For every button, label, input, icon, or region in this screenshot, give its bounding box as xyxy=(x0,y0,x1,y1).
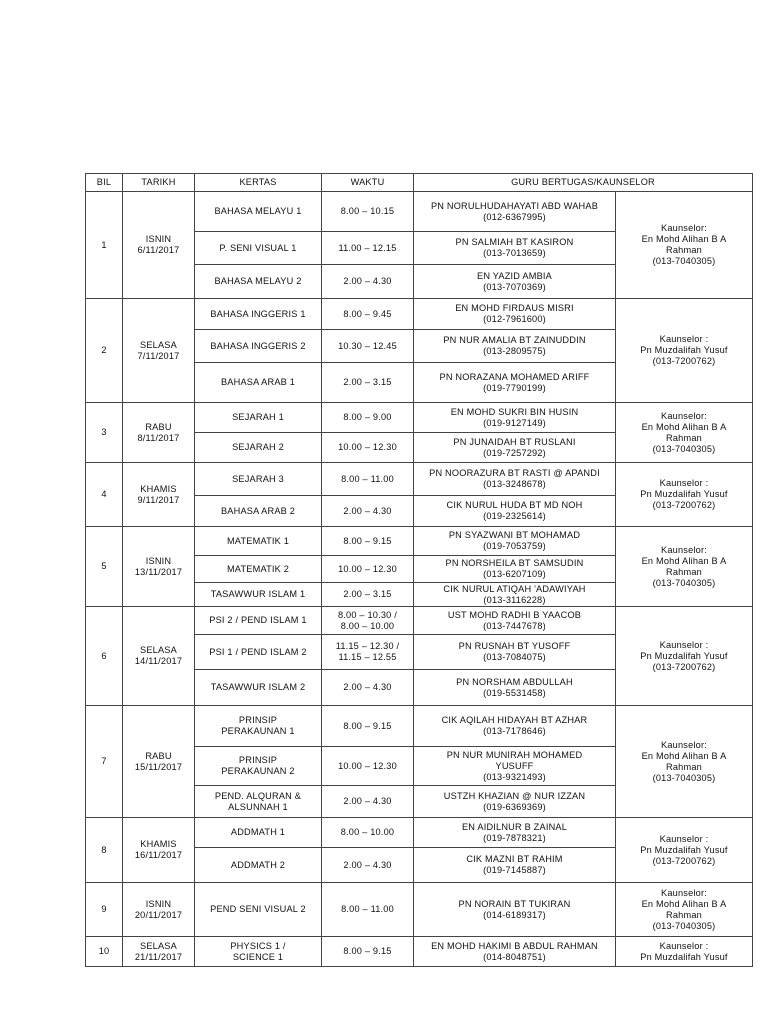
cell-bil: 10 xyxy=(86,937,123,967)
cell-kaunselor xyxy=(616,403,753,463)
time-text: 8.00 – 10.15 xyxy=(340,206,395,216)
teacher-text: (019-9127149) xyxy=(483,417,546,428)
teacher-text: PN NORULHUDAHAYATI ABD WAHAB xyxy=(430,200,599,211)
cell-tarikh xyxy=(123,403,195,463)
cell-kertas xyxy=(195,496,322,527)
cell-kaunselor xyxy=(616,706,753,818)
teacher-text: (013-6207109) xyxy=(483,569,546,579)
counselor-text: (013-7040305) xyxy=(652,256,716,266)
counselor-text: (013-7040305) xyxy=(652,577,716,588)
cell-kaunselor xyxy=(616,299,753,403)
teacher-text: (013-7178646) xyxy=(483,726,546,736)
cell-waktu xyxy=(322,556,414,583)
teacher-text: (019-7790199) xyxy=(483,382,546,393)
time-text: 8.00 – 9.00 xyxy=(343,412,392,422)
cell-tarikh xyxy=(123,883,195,937)
cell-guru xyxy=(414,786,616,818)
paper-name: PRINSIP xyxy=(238,715,278,725)
table-row xyxy=(86,607,753,635)
teacher-text: (014-8048751) xyxy=(483,951,546,962)
cell-tarikh xyxy=(123,607,195,706)
cell-waktu xyxy=(322,583,414,607)
day-name: ISNIN xyxy=(145,234,172,244)
paper-name: PHYSICS 1 / xyxy=(230,940,286,951)
cell-kertas xyxy=(195,192,322,232)
cell-waktu xyxy=(322,635,414,670)
paper-name: BAHASA INGGERIS 2 xyxy=(210,340,306,351)
cell-guru xyxy=(414,747,616,786)
counselor-text: En Mohd Alihan B A xyxy=(641,234,727,244)
teacher-text: (019-2325614) xyxy=(483,511,546,521)
teacher-text: (013-2809575) xyxy=(483,346,546,356)
cell-guru xyxy=(414,670,616,706)
time-text: 2.00 – 4.30 xyxy=(343,682,392,692)
counselor-text: Pn Muzdalifah Yusuf xyxy=(640,345,728,355)
time-text: 2.00 – 4.30 xyxy=(343,859,392,870)
table-row xyxy=(86,937,753,967)
cell-guru xyxy=(414,363,616,403)
time-text: 8.00 – 10.00 xyxy=(340,827,395,837)
teacher-text: PN NORSHAM ABDULLAH xyxy=(456,676,573,687)
cell-kaunselor xyxy=(616,607,753,706)
teacher-text: PN NOORAZURA BT RASTI @ APANDI xyxy=(429,468,600,478)
cell-waktu xyxy=(322,363,414,403)
counselor-text: Rahman xyxy=(666,566,702,577)
counselor-text: Rahman xyxy=(666,761,702,772)
time-text: 2.00 – 3.15 xyxy=(343,589,392,599)
counselor-text: Kaunselor: xyxy=(661,739,707,750)
cell-waktu xyxy=(322,670,414,706)
cell-guru xyxy=(414,232,616,265)
time-text: 10.00 – 12.30 xyxy=(338,760,397,771)
paper-name: BAHASA MELAYU 1 xyxy=(214,206,302,216)
time-text: 2.00 – 3.15 xyxy=(343,377,392,387)
cell-kertas xyxy=(195,670,322,706)
time-text: 11.00 – 12.15 xyxy=(338,242,397,253)
day-name: ISNIN xyxy=(145,555,172,566)
teacher-text: EN MOHD SUKRI BIN HUSIN xyxy=(450,406,579,417)
time-text: 10.00 – 12.30 xyxy=(338,442,397,452)
paper-name: TASAWWUR ISLAM 2 xyxy=(210,682,306,692)
cell-guru xyxy=(414,607,616,635)
cell-waktu xyxy=(322,330,414,363)
paper-name: MATEMATIK 1 xyxy=(226,535,290,546)
cell-kaunselor xyxy=(616,883,753,937)
cell-tarikh xyxy=(123,818,195,883)
day-name: KHAMIS xyxy=(140,839,177,849)
cell-kaunselor xyxy=(616,937,753,967)
cell-kaunselor xyxy=(616,192,753,299)
date-text: 7/11/2017 xyxy=(137,350,180,361)
teacher-text: PN NORAZANA MOHAMED ARIFF xyxy=(439,371,590,382)
counselor-text: (013-7200762) xyxy=(652,500,716,510)
cell-kertas xyxy=(195,299,322,330)
paper-name: MATEMATIK 2 xyxy=(226,563,290,574)
cell-bil: 8 xyxy=(86,818,123,883)
counselor-text: Kaunselor : xyxy=(659,334,709,344)
day-name: RABU xyxy=(145,421,172,432)
cell-waktu xyxy=(322,433,414,463)
teacher-text: PN NORSHEILA BT SAMSUDIN xyxy=(445,558,584,568)
table-row xyxy=(86,818,753,848)
counselor-text: En Mohd Alihan B A xyxy=(641,555,727,566)
cell-kertas xyxy=(195,403,322,433)
teacher-text: (019-7145887) xyxy=(483,865,546,875)
day-name: RABU xyxy=(145,750,172,761)
time-text: 2.00 – 4.30 xyxy=(343,276,392,286)
teacher-text: YUSUFF xyxy=(495,760,534,771)
teacher-text: EN YAZID AMBIA xyxy=(477,270,552,281)
cell-waktu xyxy=(322,403,414,433)
teacher-text: USTZH KHAZIAN @ NUR IZZAN xyxy=(443,790,586,801)
paper-name: BAHASA MELAYU 2 xyxy=(214,276,302,286)
day-name: ISNIN xyxy=(145,898,172,909)
cell-bil: 1 xyxy=(86,192,123,299)
cell-kaunselor xyxy=(616,527,753,607)
paper-name: PSI 2 / PEND ISLAM 1 xyxy=(209,615,307,625)
time-text: 8.00 – 9.15 xyxy=(343,946,392,956)
cell-waktu xyxy=(322,299,414,330)
counselor-text: (013-7200762) xyxy=(652,661,716,672)
paper-name: PEND. ALQURAN & xyxy=(214,790,302,801)
cell-guru xyxy=(414,706,616,747)
header-row xyxy=(86,174,753,192)
cell-tarikh xyxy=(123,527,195,607)
teacher-text: (019-7053759) xyxy=(483,541,546,551)
cell-waktu xyxy=(322,883,414,937)
teacher-text: PN NUR MUNIRAH MOHAMED xyxy=(446,749,583,760)
teacher-text: PN RUSNAH BT YUSOFF xyxy=(458,641,571,651)
cell-guru xyxy=(414,556,616,583)
cell-waktu xyxy=(322,937,414,967)
cell-waktu xyxy=(322,232,414,265)
table-row xyxy=(86,192,753,232)
paper-name: BAHASA INGGERIS 1 xyxy=(210,308,306,319)
paper-name: P. SENI VISUAL 1 xyxy=(219,242,297,253)
header-tarikh: TARIKH xyxy=(123,174,195,192)
cell-waktu xyxy=(322,786,414,818)
time-text: 8.00 – 11.00 xyxy=(341,473,394,484)
cell-waktu xyxy=(322,607,414,635)
cell-guru xyxy=(414,463,616,496)
paper-name: PRINSIP xyxy=(238,755,278,765)
counselor-text: Kaunselor : xyxy=(659,478,709,488)
teacher-text: (012-7961600) xyxy=(483,314,546,324)
teacher-text: CIK NURUL HUDA BT MD NOH xyxy=(446,500,583,510)
table-row xyxy=(86,463,753,496)
paper-name: TASAWWUR ISLAM 1 xyxy=(210,589,306,599)
exam-schedule-table xyxy=(85,173,753,967)
paper-name: ADDMATH 2 xyxy=(230,859,286,870)
teacher-text: PN JUNAIDAH BT RUSLANI xyxy=(453,436,576,447)
cell-kertas xyxy=(195,786,322,818)
cell-waktu xyxy=(322,463,414,496)
cell-guru xyxy=(414,433,616,463)
date-text: 15/11/2017 xyxy=(134,761,183,772)
cell-waktu xyxy=(322,496,414,527)
paper-name: PSI 1 / PEND ISLAM 2 xyxy=(209,646,307,657)
date-text: 9/11/2017 xyxy=(137,494,180,505)
cell-kertas xyxy=(195,883,322,937)
cell-kertas xyxy=(195,556,322,583)
cell-bil: 2 xyxy=(86,299,123,403)
date-text: 14/11/2017 xyxy=(134,656,183,666)
paper-name: SEJARAH 1 xyxy=(232,412,284,422)
paper-name: PERAKAUNAN 1 xyxy=(221,726,295,736)
teacher-text: PN NUR AMALIA BT ZAINUDDIN xyxy=(443,335,586,345)
counselor-text: (013-7200762) xyxy=(652,356,716,366)
cell-guru xyxy=(414,330,616,363)
table-row xyxy=(86,403,753,433)
time-text: 11.15 – 12.30 / xyxy=(335,641,400,651)
time-text: 10.30 – 12.45 xyxy=(338,340,397,351)
counselor-text: (013-7040305) xyxy=(652,772,716,783)
time-text: 11.15 – 12.55 xyxy=(338,652,397,662)
cell-kertas xyxy=(195,330,322,363)
time-text: 8.00 – 9.15 xyxy=(343,535,392,546)
day-name: SELASA xyxy=(140,645,177,655)
time-text: 8.00 – 9.15 xyxy=(343,720,392,731)
paper-name: ALSUNNAH 1 xyxy=(228,801,288,812)
cell-waktu xyxy=(322,818,414,848)
cell-waktu xyxy=(322,192,414,232)
cell-kaunselor xyxy=(616,463,753,527)
cell-kertas xyxy=(195,635,322,670)
date-text: 20/11/2017 xyxy=(134,909,183,920)
cell-kertas xyxy=(195,848,322,883)
counselor-text: Pn Muzdalifah Yusuf xyxy=(640,489,728,499)
cell-tarikh xyxy=(123,463,195,527)
table-body xyxy=(86,192,753,967)
teacher-text: (014-6189317) xyxy=(483,909,546,920)
day-name: KHAMIS xyxy=(140,483,177,494)
cell-waktu xyxy=(322,265,414,299)
cell-kertas xyxy=(195,937,322,967)
teacher-text: (019-7257292) xyxy=(483,447,546,458)
counselor-text: Kaunselor : xyxy=(659,940,709,951)
teacher-text: CIK MAZNI BT RAHIM xyxy=(466,854,563,864)
counselor-text: Rahman xyxy=(666,245,702,255)
cell-guru xyxy=(414,403,616,433)
cell-guru xyxy=(414,496,616,527)
header-kertas: KERTAS xyxy=(195,174,322,192)
teacher-text: PN SALMIAH BT KASIRON xyxy=(455,237,574,247)
paper-name: BAHASA ARAB 2 xyxy=(220,505,296,516)
paper-name: ADDMATH 1 xyxy=(230,827,286,837)
cell-bil: 4 xyxy=(86,463,123,527)
cell-kertas xyxy=(195,527,322,556)
paper-name: SEJARAH 2 xyxy=(232,442,284,452)
teacher-text: (019-7878321) xyxy=(483,832,546,843)
teacher-text: CIK NURUL ATIQAH 'ADAWIYAH xyxy=(443,583,586,594)
cell-kertas xyxy=(195,265,322,299)
cell-kertas xyxy=(195,463,322,496)
teacher-text: CIK AQILAH HIDAYAH BT AZHAR xyxy=(441,715,588,725)
cell-bil: 3 xyxy=(86,403,123,463)
cell-guru xyxy=(414,583,616,607)
teacher-text: EN MOHD HAKIMI B ABDUL RAHMAN xyxy=(431,940,598,951)
cell-waktu xyxy=(322,527,414,556)
counselor-text: Pn Muzdalifah Yusuf xyxy=(640,650,728,661)
teacher-text: PN SYAZWANI BT MOHAMAD xyxy=(448,530,581,540)
time-text: 8.00 – 10.00 xyxy=(340,620,395,631)
counselor-text: Pn Muzdalifah Yusuf xyxy=(640,951,728,962)
teacher-text: EN AIDILNUR B ZAINAL xyxy=(461,821,568,832)
header-guru-kaunselor: GURU BERTUGAS/KAUNSELOR xyxy=(414,174,753,192)
cell-guru xyxy=(414,299,616,330)
cell-waktu xyxy=(322,706,414,747)
counselor-text: (013-7200762) xyxy=(652,855,716,866)
cell-kertas xyxy=(195,706,322,747)
teacher-text: EN MOHD FIRDAUS MISRI xyxy=(455,303,574,313)
teacher-text: (013-3248678) xyxy=(483,479,546,489)
counselor-text: En Mohd Alihan B A xyxy=(641,750,727,761)
cell-guru xyxy=(414,265,616,299)
teacher-text: (013-9321493) xyxy=(483,771,546,782)
counselor-text: En Mohd Alihan B A xyxy=(641,421,727,432)
table-row xyxy=(86,706,753,747)
teacher-text: (013-7447678) xyxy=(483,620,546,631)
cell-bil: 9 xyxy=(86,883,123,937)
cell-bil: 5 xyxy=(86,527,123,607)
cell-bil: 6 xyxy=(86,607,123,706)
date-text: 8/11/2017 xyxy=(137,432,180,443)
day-name: SELASA xyxy=(140,339,177,350)
counselor-text: Pn Muzdalifah Yusuf xyxy=(640,844,728,855)
time-text: 8.00 – 10.30 / xyxy=(338,609,397,620)
counselor-text: Kaunselor : xyxy=(659,833,709,844)
cell-kertas xyxy=(195,433,322,463)
time-text: 10.00 – 12.30 xyxy=(338,563,397,574)
paper-name: PEND SENI VISUAL 2 xyxy=(210,904,306,914)
cell-kertas xyxy=(195,583,322,607)
date-text: 6/11/2017 xyxy=(137,245,180,255)
teacher-text: (012-6367995) xyxy=(483,211,546,222)
table-row xyxy=(86,527,753,556)
table-row xyxy=(86,299,753,330)
time-text: 8.00 – 9.45 xyxy=(343,308,392,319)
cell-guru xyxy=(414,937,616,967)
day-name: SELASA xyxy=(140,940,177,951)
counselor-text: Rahman xyxy=(666,909,702,920)
paper-name: PERAKAUNAN 2 xyxy=(221,766,295,776)
cell-guru xyxy=(414,848,616,883)
cell-guru xyxy=(414,192,616,232)
table-row xyxy=(86,883,753,937)
counselor-text: Kaunselor: xyxy=(661,410,707,421)
counselor-text: Rahman xyxy=(666,432,702,443)
teacher-text: PN NORAIN BT TUKIRAN xyxy=(458,898,571,909)
time-text: 2.00 – 4.30 xyxy=(343,505,392,516)
cell-tarikh xyxy=(123,937,195,967)
cell-waktu xyxy=(322,747,414,786)
cell-kertas xyxy=(195,818,322,848)
date-text: 16/11/2017 xyxy=(134,850,183,860)
header-waktu: WAKTU xyxy=(322,174,414,192)
counselor-text: En Mohd Alihan B A xyxy=(641,898,727,909)
time-text: 2.00 – 4.30 xyxy=(343,796,392,806)
counselor-text: Kaunselor: xyxy=(661,887,707,898)
teacher-text: (013-3116228) xyxy=(483,594,546,605)
counselor-text: Kaunselor: xyxy=(661,223,707,233)
paper-name: SEJARAH 3 xyxy=(232,473,284,484)
cell-guru xyxy=(414,883,616,937)
cell-kertas xyxy=(195,607,322,635)
counselor-text: (013-7040305) xyxy=(652,920,716,931)
time-text: 8.00 – 11.00 xyxy=(341,904,394,914)
cell-guru xyxy=(414,527,616,556)
date-text: 21/11/2017 xyxy=(134,951,183,962)
paper-name: BAHASA ARAB 1 xyxy=(220,377,296,387)
teacher-text: (013-7070369) xyxy=(483,281,546,292)
cell-kertas xyxy=(195,747,322,786)
paper-name: SCIENCE 1 xyxy=(232,951,284,962)
counselor-text: Kaunselor : xyxy=(659,639,709,650)
date-text: 13/11/2017 xyxy=(134,566,183,577)
cell-tarikh xyxy=(123,299,195,403)
counselor-text: (013-7040305) xyxy=(652,443,716,454)
teacher-text: (013-7013659) xyxy=(483,248,546,258)
cell-bil: 7 xyxy=(86,706,123,818)
cell-kertas xyxy=(195,232,322,265)
cell-guru xyxy=(414,818,616,848)
teacher-text: (019-5531458) xyxy=(483,687,546,698)
teacher-text: (013-7084075) xyxy=(483,652,546,662)
teacher-text: UST MOHD RADHI B YAACOB xyxy=(447,609,582,620)
cell-tarikh xyxy=(123,706,195,818)
cell-kertas xyxy=(195,363,322,403)
cell-waktu xyxy=(322,848,414,883)
cell-guru xyxy=(414,635,616,670)
cell-tarikh xyxy=(123,192,195,299)
teacher-text: (019-6369369) xyxy=(483,801,546,812)
header-bil: BIL xyxy=(86,174,123,192)
counselor-text: Kaunselor: xyxy=(661,544,707,555)
cell-kaunselor xyxy=(616,818,753,883)
